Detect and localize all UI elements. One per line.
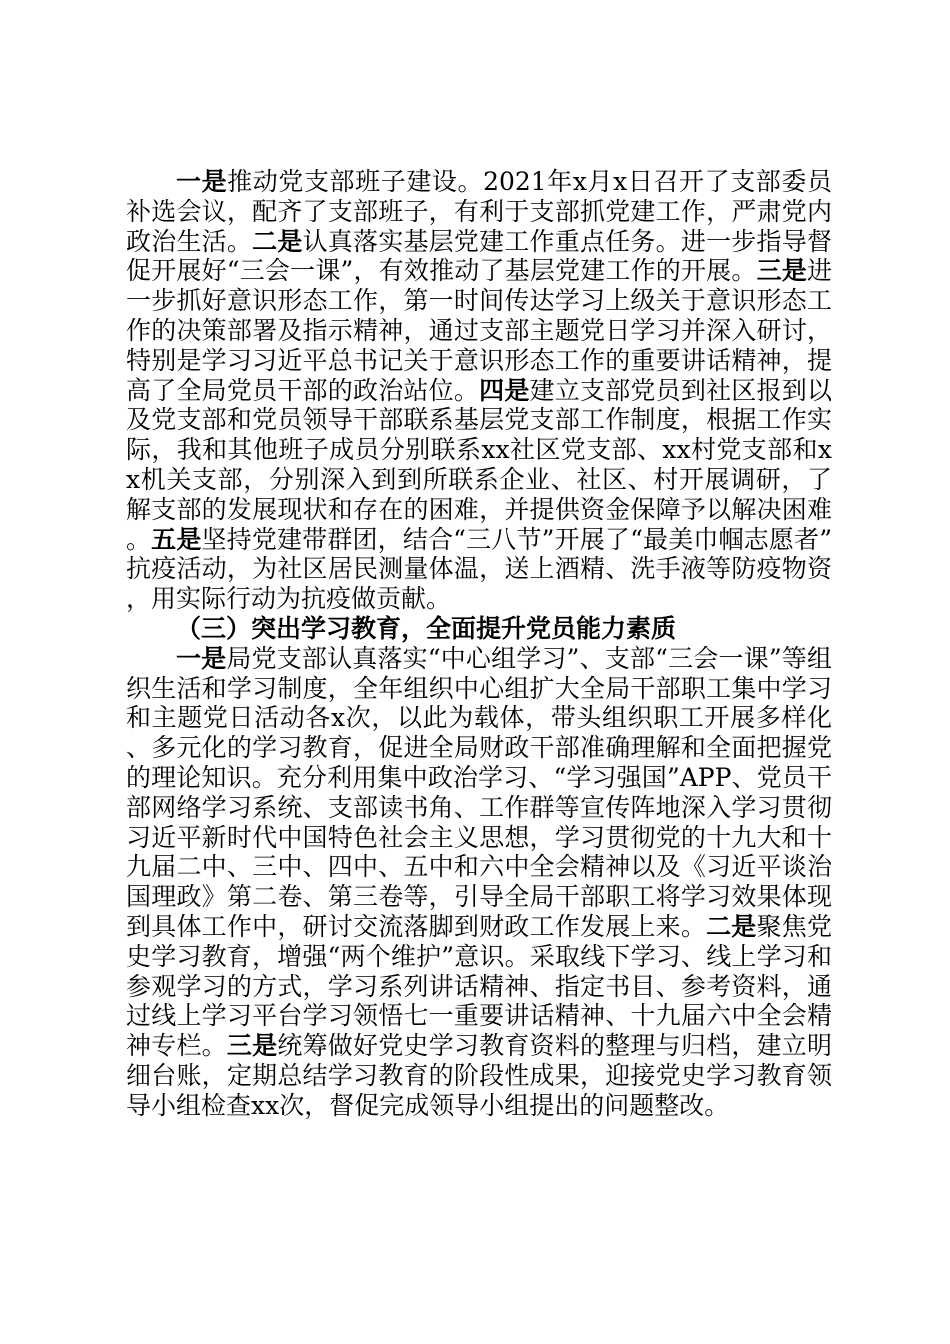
paragraph-text: 局党支部认真落实“中心组学习”、支部“三会一课”等组织生活和学习制度，全年组织中心组扩大全局干部职工集中学习和主题党日活动各x次，以此为载体，带头组织职工开展多样化、多元化的学习教育，促进全局财政干部准确理解和全面把握党的理论知识。充分利用集中政治学习、“学习强国”APP、党员干部网络学习系统、支部读书角、工作群等宣传阵地深入学习贯彻习近平新时代中国特色社会主义思想，学习贯彻党的十九大和十九届二中、三中、四中、五中和六中全会精神以及《习近平谈治国理政》第二卷、第三卷等，引导全局干部职工将学习效果体现到具体工作中，研讨交流落脚到财政工作发展上来。: [126, 643, 832, 941]
section-heading: （三）突出学习教育，全面提升党员能力素质: [176, 613, 677, 643]
lead-fourth: 四是: [479, 375, 530, 405]
paragraph-study-education: [126, 644, 832, 1121]
lead-third: 三是: [226, 1031, 278, 1061]
paragraph-text: 聚焦党史学习教育，增强“两个维护”意识。采取线下学习、线上学习和参观学习的方式，学习系列讲话精神、指定书目、参考资料，通过线上学习平台学习领悟七一重要讲话精神、十九届六中全会精神专栏。: [126, 911, 832, 1061]
lead-first: 一是: [176, 643, 227, 673]
paragraph-text: 推动党支部班子建设。2021年x月x日召开了支部委员补选会议，配齐了支部班子，有利于支部抓党建工作，严肃党内政治生活。: [126, 167, 832, 256]
lead-third: 三是: [756, 256, 807, 286]
lead-fifth: 五是: [151, 524, 202, 554]
paragraph-text: 建立支部党员到社区报到以及党支部和党员领导干部联系基层党支部工作制度，根据工作实际，我和其他班子成员分别联系xx社区党支部、xx村党支部和xx机关支部，分别深入到到所联系企业、社区、村开展调研，了解支部的发展现状和存在的困难，并提供资金保障予以解决困难。: [126, 375, 832, 554]
paragraph-text: 进一步抓好意识形态工作，第一时间传达学习上级关于意识形态工作的决策部署及指示精神，通过支部主题党日学习并深入研讨，特别是学习习近平总书记关于意识形态工作的重要讲话精神，提高了全局党员干部的政治站位。: [126, 256, 832, 405]
paragraph-party-branch-work: [126, 167, 832, 614]
paragraph-text: 认真落实基层党建工作重点任务。进一步指导督促开展好“三会一课”，有效推动了基层党建工作的开展。: [126, 226, 832, 286]
paragraph-text: 坚持党建带群团，结合“三八节”开展了“最美巾帼志愿者”抗疫活动，为社区居民测量体温，送上酒精、洗手液等防疫物资，用实际行动为抗疫做贡献。: [126, 524, 832, 614]
document-body: [126, 167, 832, 1121]
lead-second: 二是: [252, 226, 303, 256]
lead-second: 二是: [706, 911, 757, 941]
lead-first: 一是: [176, 167, 228, 196]
paragraph-text: 统筹做好党史学习教育资料的整理与归档，建立明细台账，定期总结学习教育的阶段性成果，迎接党史学习教育领导小组检查xx次，督促完成领导小组提出的问题整改。: [126, 1031, 832, 1120]
